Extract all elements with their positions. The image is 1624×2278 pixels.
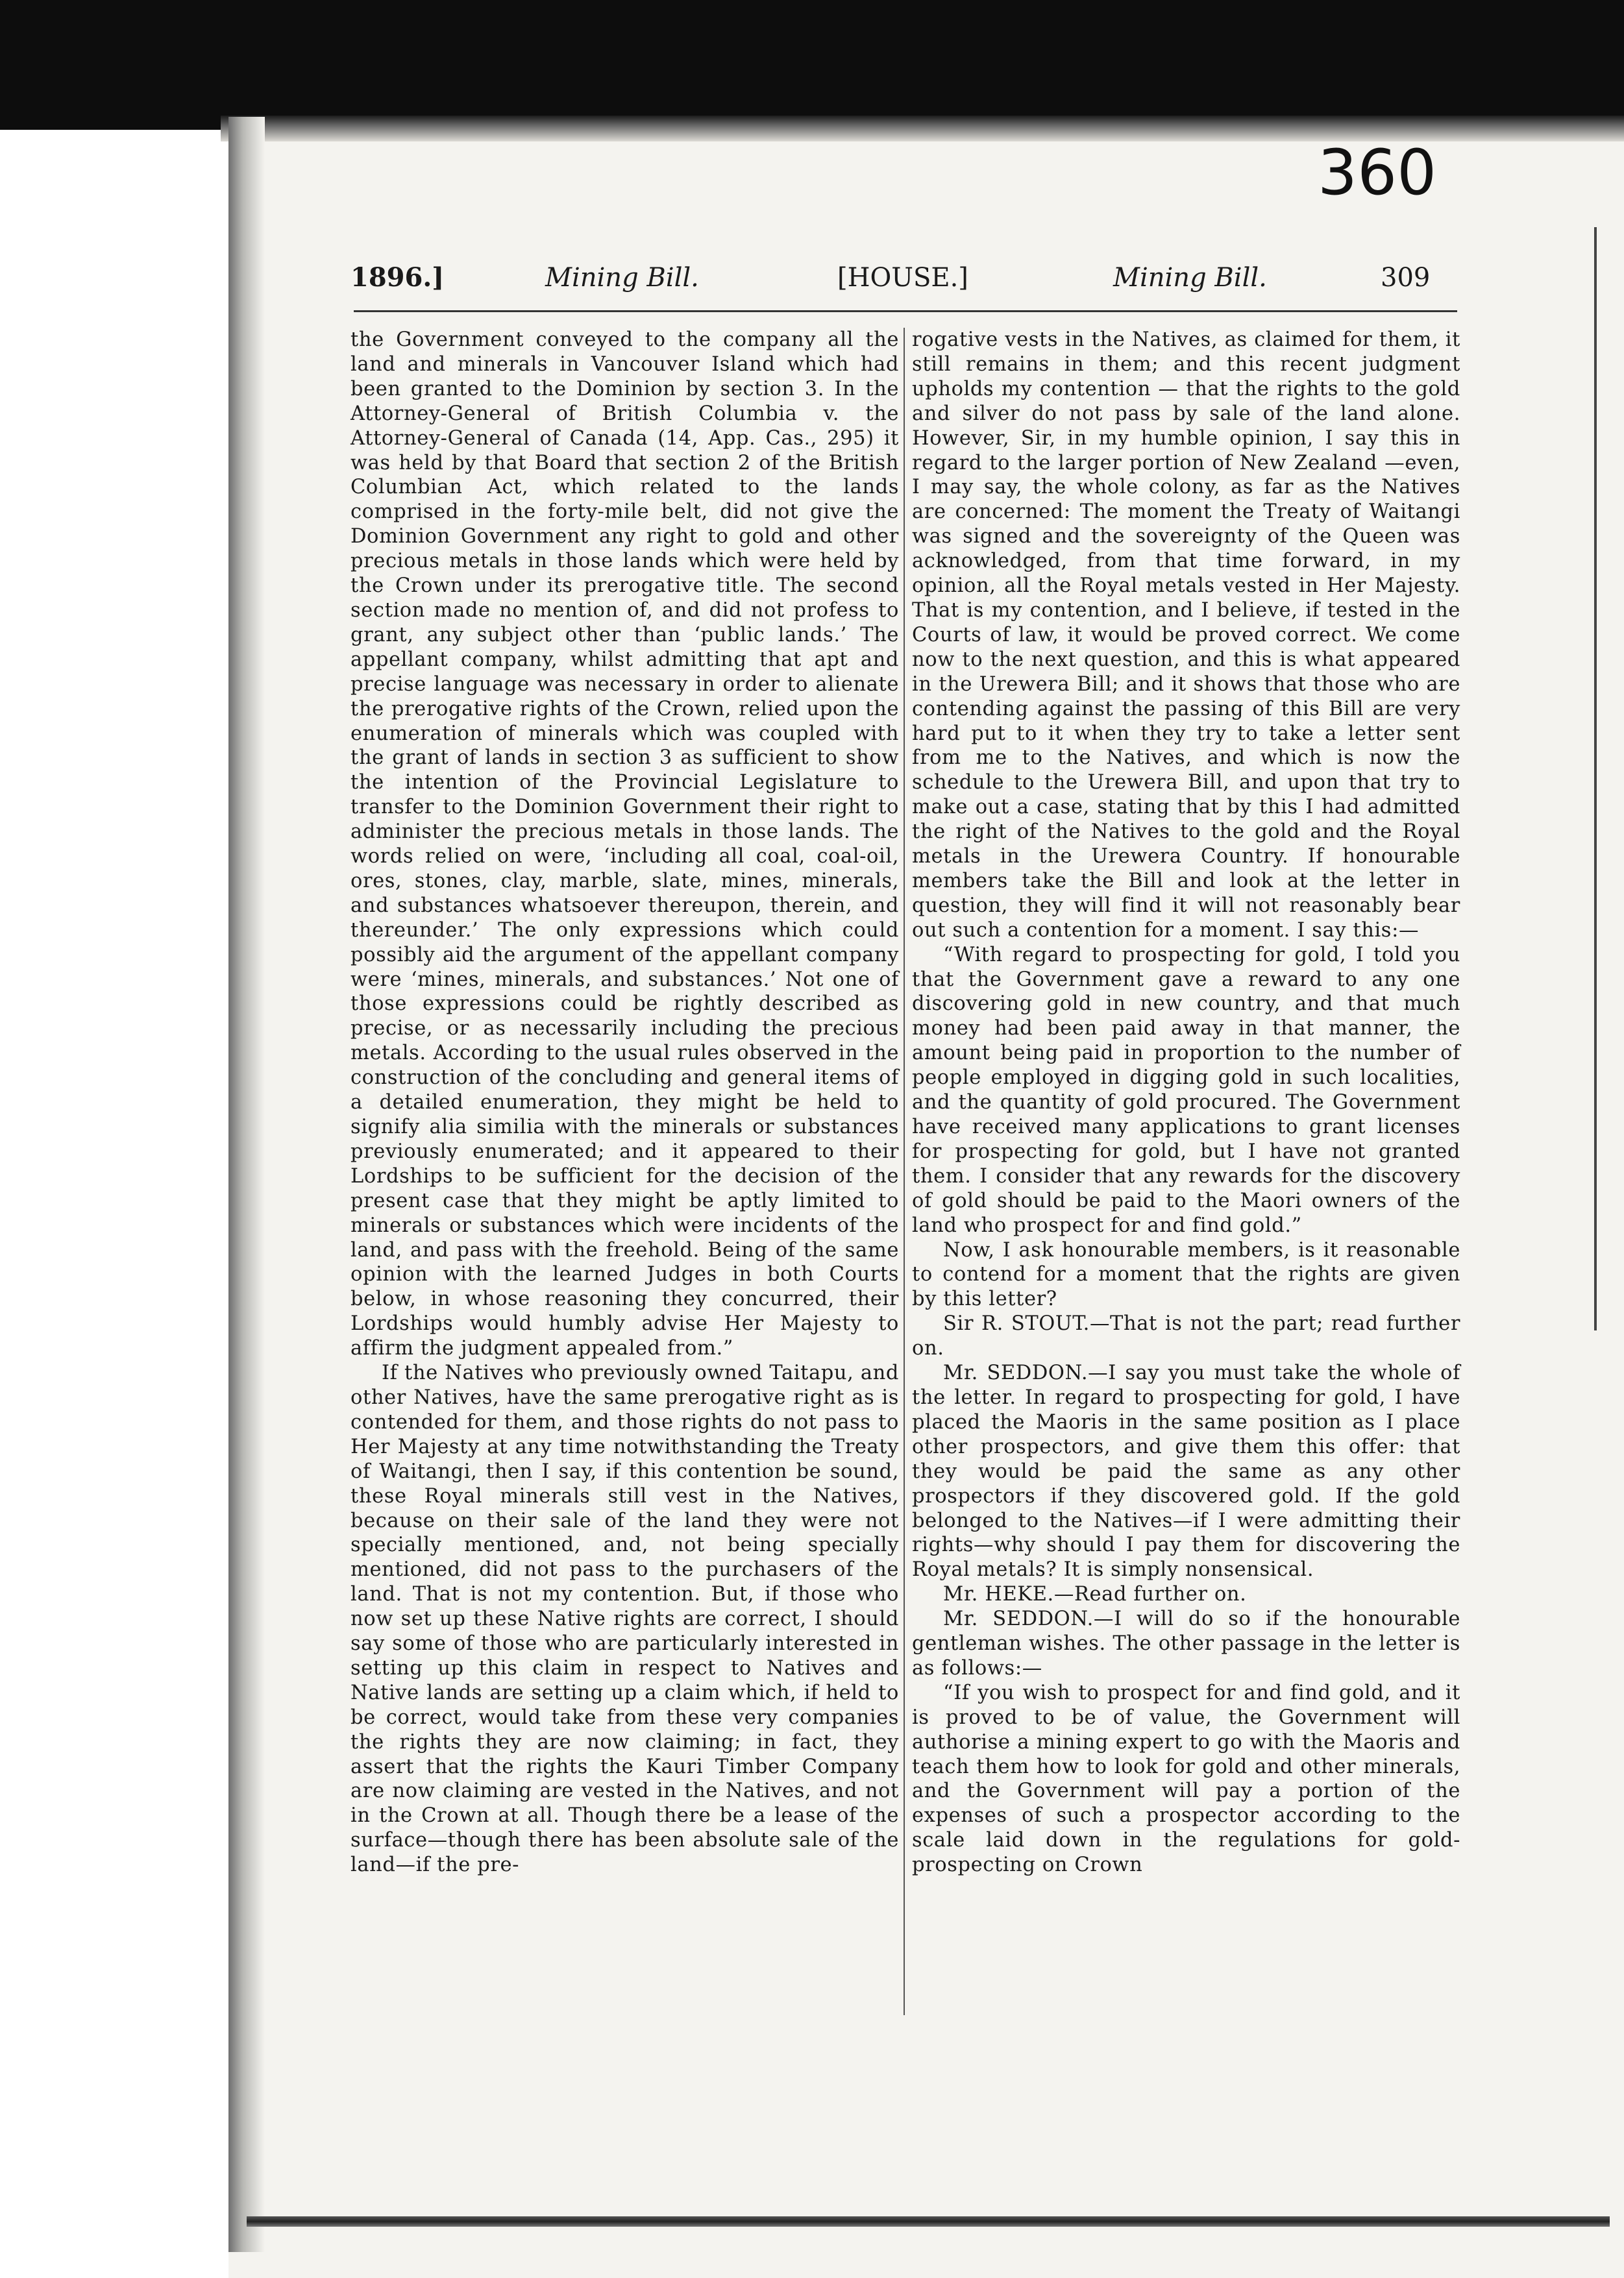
header-page-number: 309 — [1381, 263, 1431, 293]
paragraph: If the Natives who previously owned Taitapu, and other Natives, have the same prerogative right as is contended for them, and those rights do not pass to Her Majesty at any time notwithstanding the Treaty of Waitangi, then I say, if this contention be sound, these Royal minerals still vest in the Natives, because on their sale of the land they were not specially mentioned, and, not being specially mentioned, did not pass to the purchasers of the land. That is not my contention. But, if those who now set up these Native rights are correct, I should say some of those who are particularly interested in setting up this claim in respect to Natives and Native lands are setting up a claim which, if held to be correct, would take from these very companies the rights they are now claiming; in fact, they assert that the rights the Kauri Timber Company are now claiming are vested in the Natives, and not in the Crown at all. Though there be a lease of the surface—though there has been absolute sale of the land—if the pre- — [351, 1362, 899, 1877]
scan-page-edge — [228, 117, 265, 2252]
scan-bottom-edge — [247, 2216, 1610, 2227]
paragraph: Mr. SEDDON.—I say you must take the whole of the letter. In regard to prospecting for gold, I have placed the Maoris in the same position as I place other prospectors, and give them this offer: that they would be paid the same as any other prospectors if they discovered gold. If the gold belonged to the Natives—if I were admitting their rights—why should I pay them for discovering the Royal metals? It is simply nonsensical. — [912, 1362, 1460, 1582]
handwritten-page-number: 360 — [1318, 136, 1437, 209]
header-year: 1896.] — [351, 262, 445, 293]
scan-left-margin — [0, 0, 228, 2278]
column-divider — [904, 328, 905, 2015]
paragraph: Sir R. STOUT.—That is not the part; read further on. — [912, 1312, 1460, 1360]
paragraph: “With regard to prospecting for gold, I told you that the Government gave a reward to any one discovering gold in new country, and that much money had been paid away in that manner, the amount being paid in proportion to the number of people employed in digging gold in such localities, and the quantity of gold procured. The Government have received many applications to grant licenses for prospecting for gold, but I have not granted them. I consider that any rewards for the discovery of gold should be paid to the Maori owners of the land who prospect for and find gold.” — [912, 943, 1460, 1237]
paragraph: “If you wish to prospect for and find gold, and it is proved to be of value, the Government will authorise a mining expert to go with the Maoris and teach them how to look for gold and other minerals, and the Government will pay a portion of the expenses of such a prospector according to the scale laid down in the regulations for gold-prospecting on Crown — [912, 1681, 1460, 1877]
paragraph: the Government conveyed to the company all the land and minerals in Vancouver Island which had been granted to the Dominion by section 3. In the Attorney-General of British Columbia v. the Attorney-General of Canada (14, App. Cas., 295) it was held by that Board that section 2 of the British Columbian Act, which related to the lands comprised in the forty-mile belt, did not give the Dominion Government any right to gold and other precious metals in those lands which were held by the Crown under its prerogative title. The second section made no mention of, and did not profess to grant, any subject other than ‘public lands.’ The appellant company, whilst admitting that apt and precise language was necessary in order to alienate the prerogative rights of the Crown, relied upon the enumeration of minerals which was coupled with the grant of lands in section 3 as sufficient to show the intention of the Provincial Legislature to transfer to the Dominion Government their right to administer the precious metals in those lands. The words relied on were, ‘including all coal, coal-oil, ores, stones, clay, marble, slate, mines, minerals, and substances whatsoever thereupon, therein, and thereunder.’ The only expressions which could possibly aid the argument of the appellant company were ‘mines, minerals, and substances.’ Not one of those expressions could be rightly described as precise, or as necessarily including the precious metals. According to the usual rules observed in the construction of the concluding and general items of a detailed enumeration, they might be held to signify alia similia with the minerals or substances previously enumerated; and it appeared to their Lordships to be sufficient for the decision of the present case that they might be aptly limited to minerals or substances which were incidents of the land, and pass with the freehold. Being of the same opinion with the learned Judges in both Courts below, in whose reasoning they concurred, their Lordships would humbly advise Her Majesty to affirm the judgment appealed from.” — [351, 328, 899, 1360]
paragraph: Now, I ask honourable members, is it reasonable to contend for a moment that the rights are given by this letter? — [912, 1238, 1460, 1311]
header-left-title: Mining Bill. — [545, 263, 699, 293]
header-rule — [354, 310, 1457, 312]
header-right-title: Mining Bill. — [1113, 263, 1267, 293]
header-house: [HOUSE.] — [837, 263, 968, 293]
paragraph: Mr. SEDDON.—I will do so if the honourable gentleman wishes. The other passage in the letter is as follows:— — [912, 1608, 1460, 1680]
left-column — [351, 328, 899, 1878]
paragraph: Mr. HEKE.—Read further on. — [943, 1583, 1247, 1606]
scan-right-edge — [1594, 227, 1597, 1330]
running-header — [351, 254, 1454, 301]
right-column — [912, 328, 1460, 1878]
paragraph: rogative vests in the Natives, as claimed for them, it still remains in them; and this recent judgment upholds my contention — that the rights to the gold and silver do not pass by sale of the land alone. However, Sir, in my humble opinion, I say this in regard to the larger portion of New Zealand —even, I may say, the whole colony, as far as the Natives are concerned: The moment the Treaty of Waitangi was signed and the sovereignty of the Queen was acknowledged, from that time forward, in my opinion, all the Royal metals vested in Her Majesty. That is my contention, and I believe, if tested in the Courts of law, it would be proved correct. We come now to the next question, and this is what appeared in the Urewera Bill; and it shows that those who are contending against the passing of this Bill are very hard put to it when they try to take a letter sent from me to the Natives, and which is now the schedule to the Urewera Bill, and upon that try to make out a case, stating that by this I had admitted the right of the Natives to the gold and the Royal metals in the Urewera Country. If honourable members take the Bill and look at the letter in question, they will find it will not reasonably bear out such a contention for a moment. I say this:— — [912, 328, 1460, 942]
scan-top-shadow — [0, 0, 1624, 130]
